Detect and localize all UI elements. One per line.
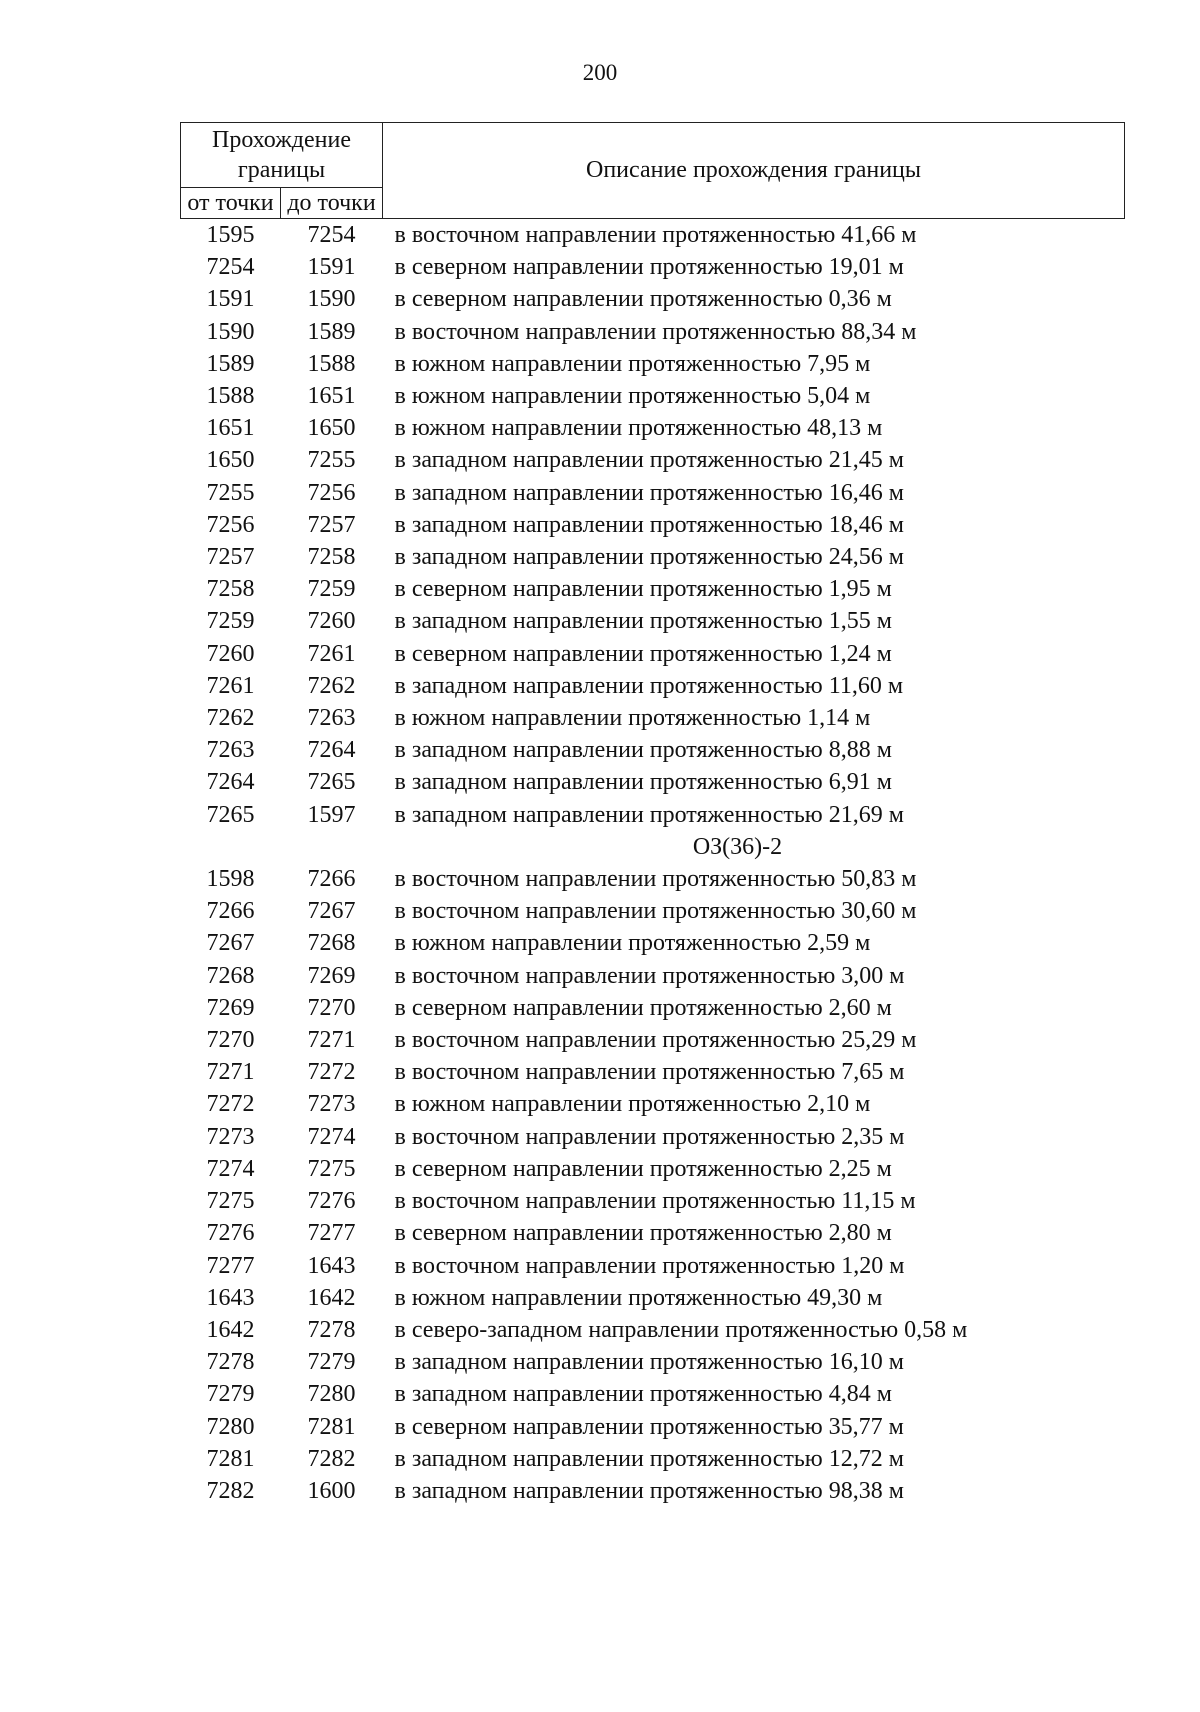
table-row bbox=[181, 1250, 1125, 1282]
description-cell: в западном направлении протяженностью 8,88 м bbox=[394, 737, 892, 764]
from-point-cell: 7266 bbox=[206, 898, 255, 925]
to-point-cell: 1650 bbox=[307, 415, 356, 442]
description-cell: в южном направлении протяженностью 2,10 м bbox=[394, 1091, 871, 1118]
to-point-cell: 1589 bbox=[307, 318, 356, 345]
header-description: Описание прохождения границы bbox=[383, 123, 1125, 219]
from-point-cell: 7255 bbox=[206, 479, 255, 506]
header-to-point: до точки bbox=[281, 188, 383, 219]
description-cell: в восточном направлении протяженностью 30,60 м bbox=[394, 898, 917, 925]
description-cell: в восточном направлении протяженностью 7,65 м bbox=[394, 1059, 905, 1086]
section-label: ОЗ(36)-2 bbox=[692, 833, 783, 860]
to-point-cell: 7276 bbox=[307, 1188, 356, 1215]
from-point-cell: 7261 bbox=[206, 672, 255, 699]
from-point-cell: 7271 bbox=[206, 1059, 255, 1086]
from-point-cell: 7267 bbox=[206, 930, 255, 957]
from-point-cell: 1642 bbox=[206, 1316, 255, 1343]
description-cell: в западном направлении протяженностью 21,45 м bbox=[394, 447, 904, 474]
to-point-cell: 1642 bbox=[307, 1284, 356, 1311]
table-body bbox=[181, 219, 1125, 1508]
from-point-cell: 7254 bbox=[206, 254, 255, 281]
table-row bbox=[181, 960, 1125, 992]
from-point-cell: 7265 bbox=[206, 801, 255, 828]
table-row bbox=[181, 380, 1125, 412]
table-row bbox=[181, 573, 1125, 605]
table-row bbox=[181, 1088, 1125, 1120]
from-point-cell: 1643 bbox=[206, 1284, 255, 1311]
to-point-cell: 7269 bbox=[307, 962, 356, 989]
table-row bbox=[181, 1346, 1125, 1378]
description-cell: в западном направлении протяженностью 21,69 м bbox=[394, 801, 904, 828]
table-row bbox=[181, 283, 1125, 315]
from-point-cell: 1651 bbox=[206, 415, 255, 442]
description-cell: в северо-западном направлении протяженностью 0,58 м bbox=[394, 1316, 968, 1343]
description-cell: в западном направлении протяженностью 12,72 м bbox=[394, 1445, 904, 1472]
table-row bbox=[181, 766, 1125, 798]
description-cell: в восточном направлении протяженностью 3,00 м bbox=[394, 962, 905, 989]
table-row bbox=[181, 1153, 1125, 1185]
to-point-cell: 1643 bbox=[307, 1252, 356, 1279]
to-point-cell: 7282 bbox=[307, 1445, 356, 1472]
to-point-cell: 7262 bbox=[307, 672, 356, 699]
description-cell: в северном направлении протяженностью 0,36 м bbox=[394, 286, 892, 313]
to-point-cell: 7281 bbox=[307, 1413, 356, 1440]
from-point-cell: 7276 bbox=[206, 1220, 255, 1247]
from-point-cell: 7264 bbox=[206, 769, 255, 796]
description-cell: в восточном направлении протяженностью 50,83 м bbox=[394, 866, 917, 893]
from-point-cell: 7275 bbox=[206, 1188, 255, 1215]
description-cell: в южном направлении протяженностью 5,04 м bbox=[394, 383, 871, 410]
to-point-cell: 7258 bbox=[307, 544, 356, 571]
table-row bbox=[181, 638, 1125, 670]
from-point-cell: 1590 bbox=[206, 318, 255, 345]
table-row bbox=[181, 316, 1125, 348]
to-point-cell: 7268 bbox=[307, 930, 356, 957]
to-point-cell: 7271 bbox=[307, 1027, 356, 1054]
from-point-cell: 7256 bbox=[206, 511, 255, 538]
description-cell: в восточном направлении протяженностью 88,34 м bbox=[394, 318, 917, 345]
table-row bbox=[181, 509, 1125, 541]
table-row bbox=[181, 412, 1125, 444]
to-point-cell: 1597 bbox=[307, 801, 356, 828]
to-point-cell: 7254 bbox=[307, 222, 356, 248]
table-row bbox=[181, 927, 1125, 959]
description-cell: в южном направлении протяженностью 2,59 м bbox=[394, 930, 871, 957]
description-cell: в западном направлении протяженностью 16,46 м bbox=[394, 479, 904, 506]
to-point-cell: 7265 bbox=[307, 769, 356, 796]
description-cell: в южном направлении протяженностью 48,13 м bbox=[394, 415, 883, 442]
to-point-cell: 1590 bbox=[307, 286, 356, 313]
description-cell: в северном направлении протяженностью 19,01 м bbox=[394, 254, 904, 281]
description-cell: в западном направлении протяженностью 4,84 м bbox=[394, 1381, 892, 1408]
from-point-cell: 7270 bbox=[206, 1027, 255, 1054]
to-point-cell: 7278 bbox=[307, 1316, 356, 1343]
table-row bbox=[181, 1411, 1125, 1443]
from-point-cell: 7279 bbox=[206, 1381, 255, 1408]
description-cell: в северном направлении протяженностью 2,60 м bbox=[394, 994, 892, 1021]
to-point-cell: 7279 bbox=[307, 1349, 356, 1376]
table-row bbox=[181, 1378, 1125, 1410]
description-cell: в южном направлении протяженностью 7,95 м bbox=[394, 350, 871, 377]
to-point-cell: 7274 bbox=[307, 1123, 356, 1150]
from-point-cell: 7259 bbox=[206, 608, 255, 635]
table-row bbox=[181, 702, 1125, 734]
to-point-cell: 7270 bbox=[307, 994, 356, 1021]
table-row bbox=[181, 863, 1125, 895]
header-boundary-passage: Прохождение границы bbox=[181, 123, 383, 188]
to-point-cell: 7275 bbox=[307, 1155, 356, 1182]
from-point-cell: 1588 bbox=[206, 383, 255, 410]
to-point-cell: 7264 bbox=[307, 737, 356, 764]
table-row bbox=[181, 895, 1125, 927]
description-cell: в южном направлении протяженностью 1,14 м bbox=[394, 705, 871, 732]
from-point-cell: 7268 bbox=[206, 962, 255, 989]
boundary-table bbox=[180, 122, 1125, 1507]
table-row bbox=[181, 1185, 1125, 1217]
to-point-cell: 7266 bbox=[307, 866, 356, 893]
description-cell: в восточном направлении протяженностью 25,29 м bbox=[394, 1027, 917, 1054]
to-point-cell: 7267 bbox=[307, 898, 356, 925]
to-point-cell: 7255 bbox=[307, 447, 356, 474]
from-point-cell: 7280 bbox=[206, 1413, 255, 1440]
to-point-cell: 7257 bbox=[307, 511, 356, 538]
to-point-cell: 1591 bbox=[307, 254, 356, 281]
table-row bbox=[181, 251, 1125, 283]
from-point-cell: 7278 bbox=[206, 1349, 255, 1376]
table-row bbox=[181, 670, 1125, 702]
to-point-cell: 1588 bbox=[307, 350, 356, 377]
description-cell: в восточном направлении протяженностью 1,20 м bbox=[394, 1252, 905, 1279]
table-row bbox=[181, 1282, 1125, 1314]
section-row bbox=[181, 831, 1125, 863]
from-point-cell: 1591 bbox=[206, 286, 255, 313]
description-cell: в западном направлении протяженностью 6,91 м bbox=[394, 769, 892, 796]
table-row bbox=[181, 1121, 1125, 1153]
description-cell: в восточном направлении протяженностью 41,66 м bbox=[394, 222, 917, 248]
from-point-cell: 7281 bbox=[206, 1445, 255, 1472]
header-from-point: от точки bbox=[181, 188, 281, 219]
table-header bbox=[181, 123, 1125, 219]
table-row bbox=[181, 1024, 1125, 1056]
description-cell: в северном направлении протяженностью 2,80 м bbox=[394, 1220, 892, 1247]
from-point-cell: 7258 bbox=[206, 576, 255, 603]
to-point-cell: 7259 bbox=[307, 576, 356, 603]
description-cell: в западном направлении протяженностью 98,38 м bbox=[394, 1477, 904, 1504]
to-point-cell: 1651 bbox=[307, 383, 356, 410]
description-cell: в северном направлении протяженностью 1,24 м bbox=[394, 640, 892, 667]
table-row bbox=[181, 219, 1125, 252]
description-cell: в западном направлении протяженностью 11,60 м bbox=[394, 672, 904, 699]
table-row bbox=[181, 444, 1125, 476]
from-point-cell: 7262 bbox=[206, 705, 255, 732]
from-point-cell: 7282 bbox=[206, 1477, 255, 1504]
to-point-cell: 7277 bbox=[307, 1220, 356, 1247]
description-cell: в западном направлении протяженностью 1,55 м bbox=[394, 608, 892, 635]
table-row bbox=[181, 1056, 1125, 1088]
description-cell: в северном направлении протяженностью 2,25 м bbox=[394, 1155, 892, 1182]
description-cell: в северном направлении протяженностью 35,77 м bbox=[394, 1413, 904, 1440]
table-row bbox=[181, 1217, 1125, 1249]
from-point-cell: 7274 bbox=[206, 1155, 255, 1182]
table-row bbox=[181, 605, 1125, 637]
description-cell: в восточном направлении протяженностью 11,15 м bbox=[394, 1188, 916, 1215]
from-point-cell: 7277 bbox=[206, 1252, 255, 1279]
table-row bbox=[181, 1475, 1125, 1507]
description-cell: в восточном направлении протяженностью 2,35 м bbox=[394, 1123, 905, 1150]
to-point-cell: 7263 bbox=[307, 705, 356, 732]
page-number: 200 bbox=[582, 60, 618, 85]
to-point-cell: 7280 bbox=[307, 1381, 356, 1408]
to-point-cell: 7256 bbox=[307, 479, 356, 506]
table-row bbox=[181, 992, 1125, 1024]
description-cell: в западном направлении протяженностью 18,46 м bbox=[394, 511, 904, 538]
to-point-cell: 7261 bbox=[307, 640, 356, 667]
description-cell: в западном направлении протяженностью 16,10 м bbox=[394, 1349, 904, 1376]
description-cell: в южном направлении протяженностью 49,30 м bbox=[394, 1284, 883, 1311]
to-point-cell: 7260 bbox=[307, 608, 356, 635]
to-point-cell: 7272 bbox=[307, 1059, 356, 1086]
to-point-cell: 7273 bbox=[307, 1091, 356, 1118]
table-row bbox=[181, 734, 1125, 766]
from-point-cell: 1589 bbox=[206, 350, 255, 377]
from-point-cell: 1650 bbox=[206, 447, 255, 474]
table-row bbox=[181, 541, 1125, 573]
from-point-cell: 7269 bbox=[206, 994, 255, 1021]
from-point-cell: 7260 bbox=[206, 640, 255, 667]
from-point-cell: 7272 bbox=[206, 1091, 255, 1118]
description-cell: в западном направлении протяженностью 24,56 м bbox=[394, 544, 904, 571]
table-row bbox=[181, 1443, 1125, 1475]
table-row bbox=[181, 799, 1125, 831]
table-row bbox=[181, 477, 1125, 509]
from-point-cell: 1598 bbox=[206, 866, 255, 893]
from-point-cell: 7273 bbox=[206, 1123, 255, 1150]
table-row bbox=[181, 1314, 1125, 1346]
from-point-cell: 7263 bbox=[206, 737, 255, 764]
table-row bbox=[181, 348, 1125, 380]
to-point-cell: 1600 bbox=[307, 1477, 356, 1504]
from-point-cell: 7257 bbox=[206, 544, 255, 571]
description-cell: в северном направлении протяженностью 1,95 м bbox=[394, 576, 892, 603]
from-point-cell: 1595 bbox=[206, 222, 255, 248]
